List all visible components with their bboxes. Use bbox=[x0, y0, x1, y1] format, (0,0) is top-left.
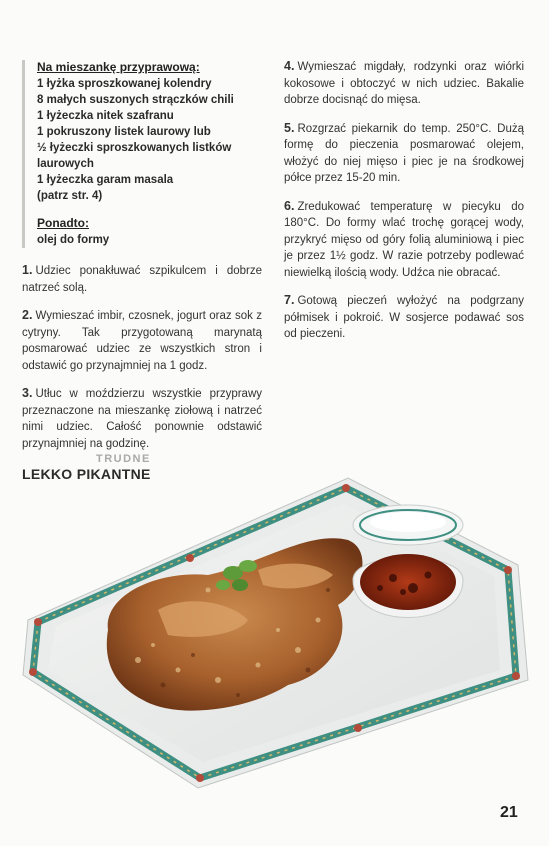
step-text: Rozgrzać piekarnik do temp. 250°C. Dużą formę do pieczenia posmarować olejem, włożyć do niej mięso i piec je na środkowej półce przez 15-20 min. bbox=[284, 122, 524, 184]
dish-photo bbox=[8, 470, 543, 800]
step-number: 1. bbox=[22, 263, 33, 277]
ingredient-item: olej do formy bbox=[37, 234, 110, 246]
ingredient-item: 1 pokruszony listek laurowy lub bbox=[37, 126, 211, 138]
step-text: Wymieszać imbir, czosnek, jogurt oraz sok z cytryny. Tak przygotowaną marynatą posmarować udziec ze wszystkich stron i odstawić go przynajmniej na 1 godz. bbox=[22, 310, 262, 372]
step-text: Zredukować temperaturę w piecyku do 180°C. Do formy wlać trochę gorącej wody, przykryć mięso od góry folią aluminiową i piec je przez 1½ godz. W razie potrzeby podlewać niewielką ilością wody. Udźca nie obracać. bbox=[284, 200, 524, 279]
step-text: Wymieszać migdały, rodzynki oraz wiórki kokosowe i obtoczyć w nich udziec. Bakalie dobrze docisnąć do mięsa. bbox=[284, 61, 524, 106]
section-title: LEKKO PIKANTNE bbox=[22, 466, 151, 482]
step-number: 6. bbox=[284, 198, 295, 213]
difficulty-label: TRUDNE bbox=[96, 453, 151, 465]
right-column bbox=[284, 58, 524, 354]
extra-heading: Ponadto: bbox=[37, 216, 89, 230]
step-number: 4. bbox=[284, 59, 295, 73]
ingredients-heading: Na mieszankę przyprawową: bbox=[37, 60, 200, 74]
page-number: 21 bbox=[500, 804, 518, 821]
ingredient-item: 8 małych suszonych strączków chili bbox=[37, 94, 234, 106]
step-6 bbox=[284, 198, 524, 282]
step-number: 2. bbox=[22, 308, 33, 322]
step-1 bbox=[22, 262, 262, 296]
step-number: 7. bbox=[284, 293, 295, 307]
ingredient-item: laurowych bbox=[37, 158, 94, 170]
left-column bbox=[22, 58, 262, 463]
step-2 bbox=[22, 307, 262, 374]
ingredients-box bbox=[22, 60, 262, 248]
step-3 bbox=[22, 385, 262, 452]
step-number: 3. bbox=[22, 386, 33, 400]
ingredient-item: 1 łyżeczka garam masala bbox=[37, 174, 174, 186]
step-number: 5. bbox=[284, 120, 295, 135]
ingredient-item: (patrz str. 4) bbox=[37, 190, 103, 202]
ingredient-item: 1 łyżeczka nitek szafranu bbox=[37, 110, 174, 122]
step-text: Gotową pieczeń wyłożyć na podgrzany półmisek i pokroić. W sosjerce podawać sos od pieczeni. bbox=[284, 295, 524, 340]
step-5 bbox=[284, 120, 524, 187]
step-7 bbox=[284, 292, 524, 343]
step-4 bbox=[284, 58, 524, 109]
step-text: Utłuc w moździerzu wszystkie przyprawy przeznaczone na mieszankę ziołową i natrzeć nimi udziec. Całość ponownie odstawić przynajmniej na godzinę. bbox=[22, 388, 262, 450]
step-text: Udziec ponakłuwać szpikulcem i dobrze natrzeć solą. bbox=[22, 265, 262, 294]
ingredient-item: 1 łyżka sproszkowanej kolendry bbox=[37, 78, 212, 90]
ingredient-item: ½ łyżeczki sproszkowanych listków bbox=[37, 142, 232, 154]
